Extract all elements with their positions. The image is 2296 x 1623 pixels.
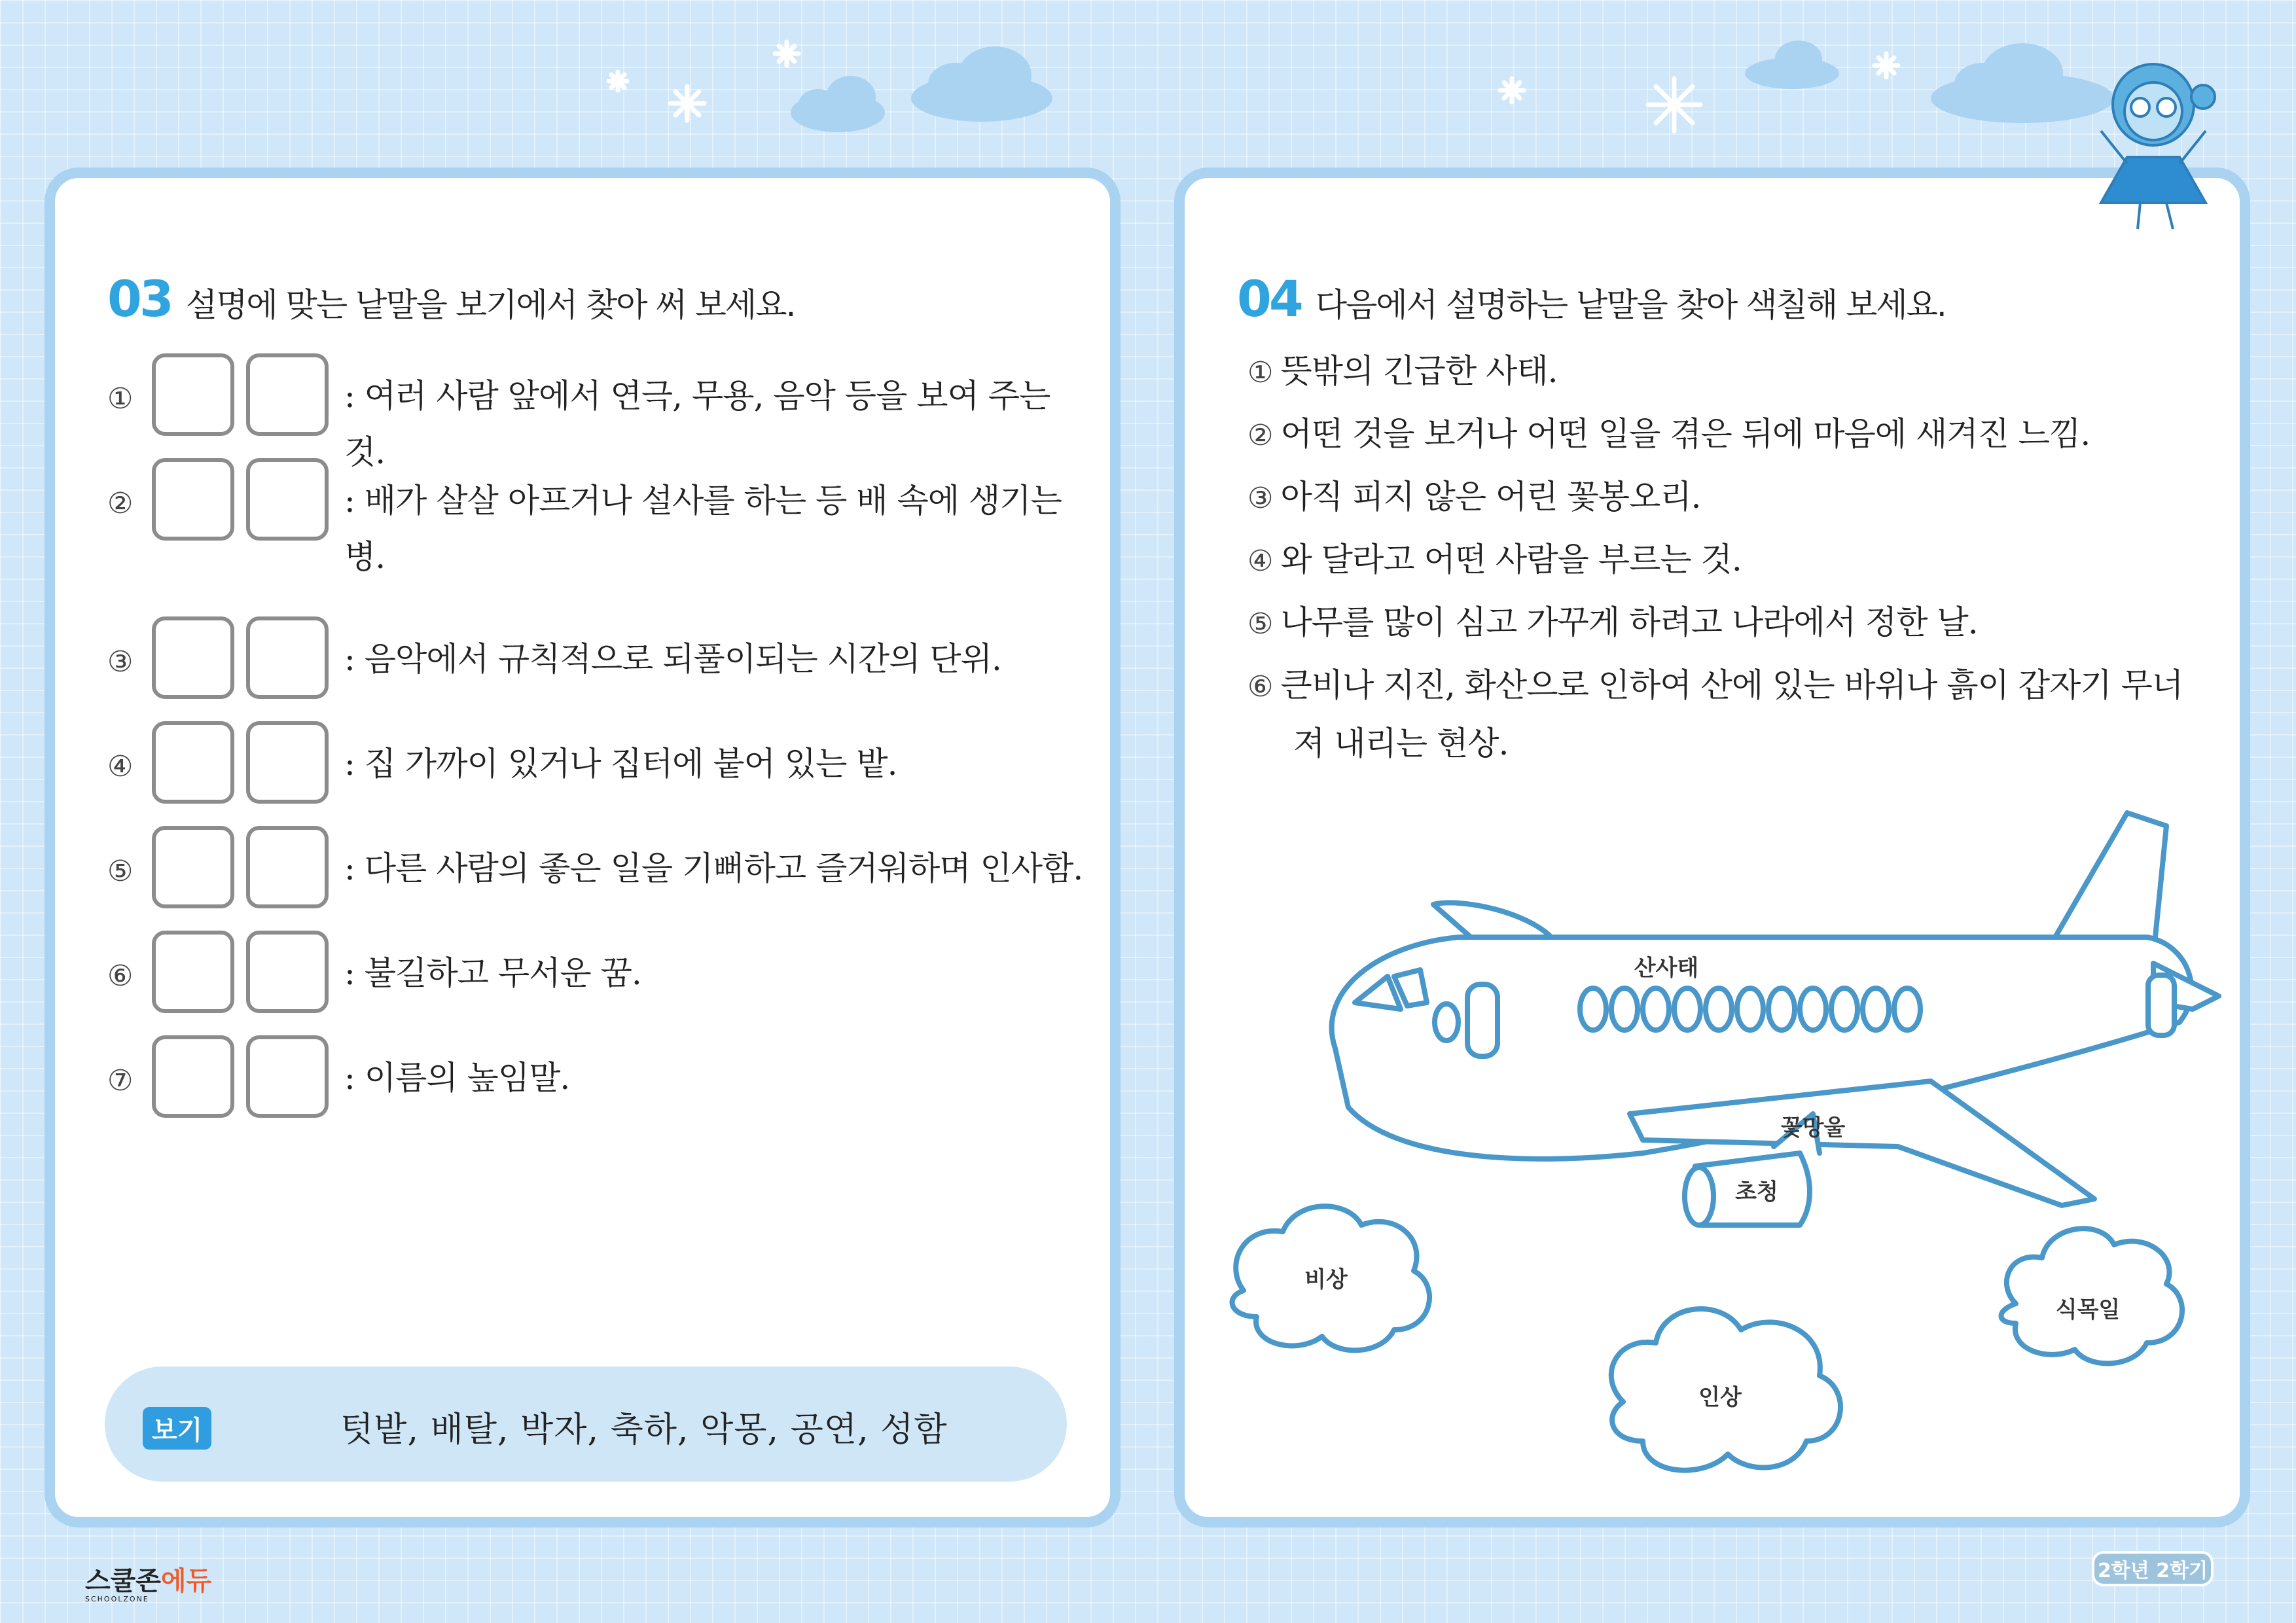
window <box>1800 988 1826 1030</box>
question-number: 03 <box>107 270 171 328</box>
engine-intake <box>1685 1168 1713 1225</box>
clue-text: 어떤 것을 보거나 어떤 일을 겪은 뒤에 마음에 새겨진 느낌. <box>1280 415 2090 453</box>
answer-box[interactable] <box>246 353 329 436</box>
door <box>1467 984 1498 1056</box>
answer-box[interactable] <box>152 931 234 1013</box>
mascot-character-illustration <box>2075 52 2232 236</box>
answer-box[interactable] <box>246 616 329 699</box>
word-cloud-bottom: 인상 <box>1698 1384 1742 1411</box>
item-number: ③ <box>1247 482 1273 515</box>
item-description: : 여러 사람 앞에서 연극, 무용, 음악 등을 보여 주는 것. <box>344 377 1050 471</box>
window <box>1863 988 1889 1030</box>
word-cloud-left: 비상 <box>1304 1266 1348 1293</box>
window <box>1706 988 1732 1030</box>
item-description: : 배가 살살 아프거나 설사를 하는 등 배 속에 생기는 병. <box>344 482 1062 576</box>
item-number: ⑤ <box>107 855 134 888</box>
window <box>1831 988 1857 1030</box>
publisher-logo <box>85 1560 211 1603</box>
item-description: : 음악에서 규칙적으로 되풀이되는 시간의 단위. <box>344 640 1001 678</box>
door <box>2148 975 2174 1035</box>
clue-text-continued: 져 내리는 현상. <box>1293 724 1509 762</box>
word-cloud-right: 식목일 <box>2055 1296 2121 1323</box>
window <box>1611 988 1638 1030</box>
clue-text: 뜻밖의 긴급한 사태. <box>1280 352 1558 390</box>
item-number: ① <box>1247 356 1273 389</box>
answer-box[interactable] <box>246 826 329 908</box>
item-number: ④ <box>1247 544 1273 578</box>
example-label: 보기 <box>143 1407 211 1450</box>
answer-box[interactable] <box>246 931 329 1013</box>
item-number: ④ <box>107 750 134 783</box>
window <box>1674 988 1700 1030</box>
window <box>1894 988 1920 1030</box>
word-fuselage: 산사태 <box>1634 955 1699 982</box>
item-number: ③ <box>107 645 134 679</box>
item-number: ② <box>1247 419 1273 452</box>
question-03-heading <box>107 270 795 328</box>
answer-box[interactable] <box>152 721 234 804</box>
question-instruction: 설명에 맞는 낱말을 보기에서 찾아 써 보세요. <box>185 286 795 324</box>
logo-accent: 에듀 <box>160 1566 212 1596</box>
answer-box[interactable] <box>152 616 234 699</box>
item-number: ⑥ <box>1247 670 1273 704</box>
word-engine: 초청 <box>1735 1179 1778 1205</box>
answer-box[interactable] <box>152 458 234 541</box>
window <box>1737 988 1763 1030</box>
item-number: ① <box>107 382 134 416</box>
item-number: ⑦ <box>107 1064 134 1097</box>
window <box>1435 1004 1458 1041</box>
grade-badge: 2학년 2학기 <box>2092 1551 2214 1586</box>
window <box>1768 988 1795 1030</box>
clue-text: 아직 피지 않은 어린 꽃봉오리. <box>1280 478 1701 516</box>
clue-text: 큰비나 지진, 화산으로 인하여 산에 있는 바위나 흙이 갑자기 무너 <box>1280 666 2183 704</box>
question-04-panel <box>1174 168 2250 1527</box>
question-03-panel <box>45 168 1121 1527</box>
answer-box[interactable] <box>152 353 234 436</box>
item-description: : 이름의 높임말. <box>344 1059 570 1097</box>
question-number: 04 <box>1237 270 1301 328</box>
item-description: : 다른 사람의 좋은 일을 기뻐하고 즐거워하며 인사함. <box>344 849 1083 887</box>
logo-main: 스쿨존 <box>85 1566 161 1596</box>
item-description: : 불길하고 무서운 꿈. <box>344 954 641 992</box>
window <box>1580 988 1606 1030</box>
clue-text: 와 달라고 어떤 사람을 부르는 것. <box>1280 541 1742 579</box>
item-number: ⑥ <box>107 959 134 993</box>
answer-box[interactable] <box>246 458 329 541</box>
logo-sub: SCHOOLZONE <box>85 1595 149 1603</box>
question-instruction: 다음에서 설명하는 낱말을 찾아 색칠해 보세요. <box>1315 286 1946 324</box>
answer-box[interactable] <box>152 1035 234 1118</box>
example-word-bank <box>105 1366 1067 1482</box>
word-wing: 꽃망울 <box>1780 1115 1846 1141</box>
item-number: ⑤ <box>1247 607 1273 641</box>
window <box>1643 988 1669 1030</box>
answer-box[interactable] <box>246 1035 329 1118</box>
answer-box[interactable] <box>152 826 234 908</box>
item-description: : 집 가까이 있거나 집터에 붙어 있는 밭. <box>344 745 897 783</box>
example-words: 텃밭, 배탈, 박자, 축하, 악몽, 공연, 성함 <box>340 1410 948 1450</box>
item-number: ② <box>107 487 134 520</box>
answer-box[interactable] <box>246 721 329 804</box>
sky-decoration <box>0 0 2296 170</box>
clue-text: 나무를 많이 심고 가꾸게 하려고 나라에서 정한 날. <box>1280 603 1978 641</box>
